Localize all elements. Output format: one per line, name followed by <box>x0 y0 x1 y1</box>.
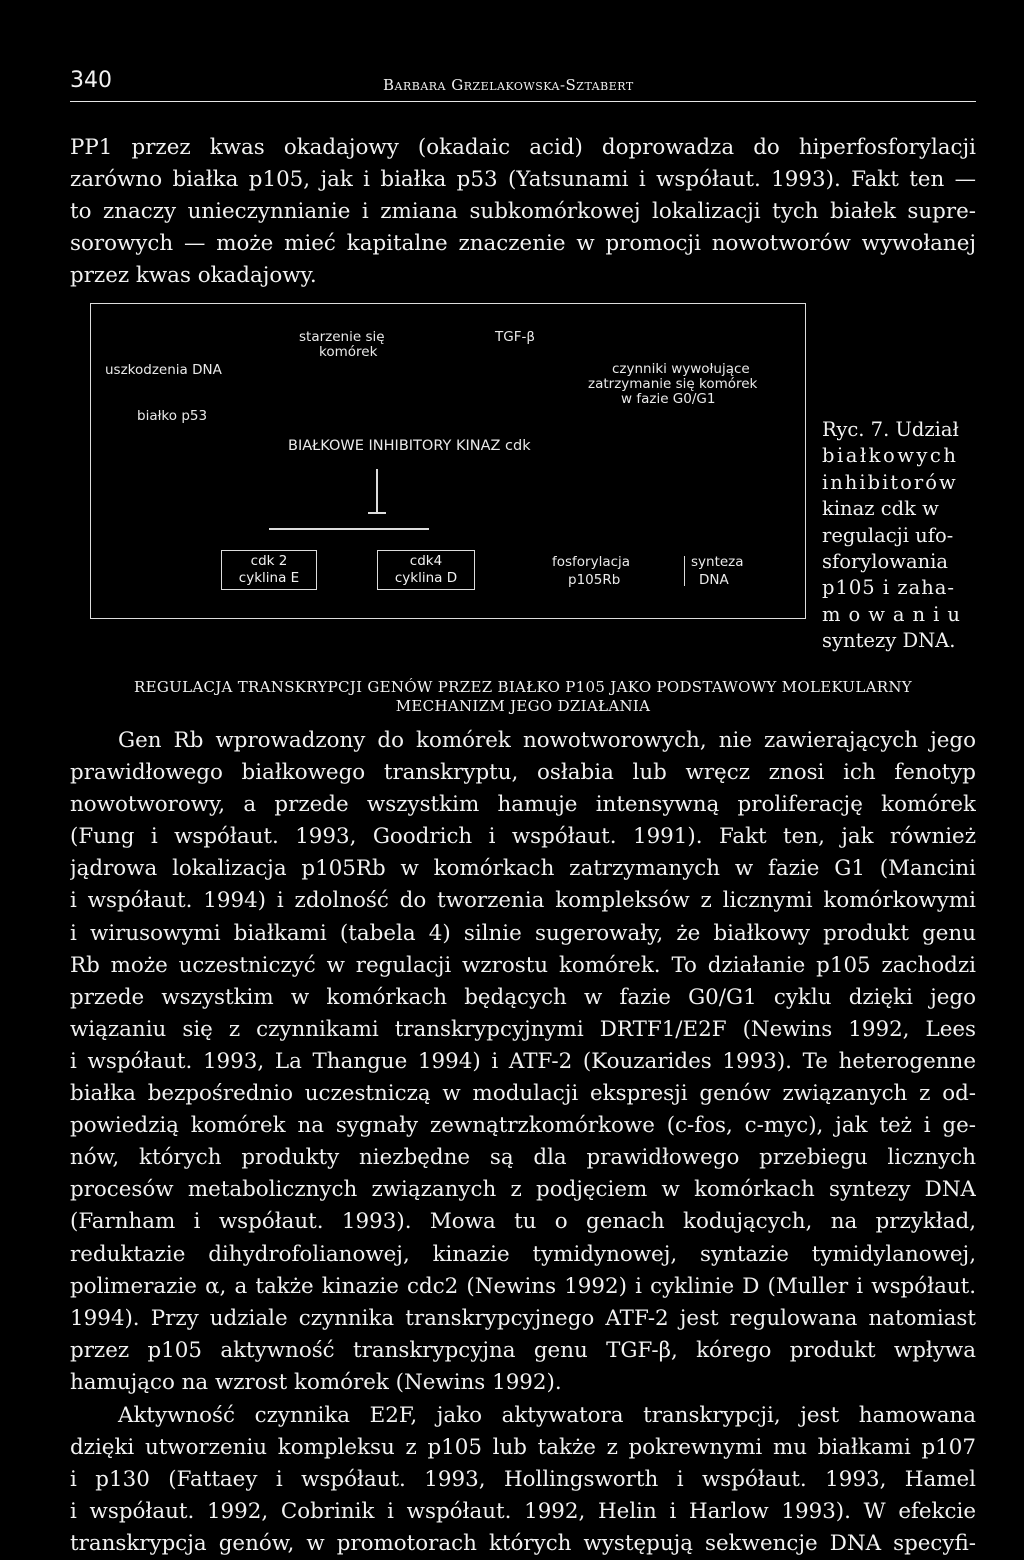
figure-caption <box>822 417 982 655</box>
text-line: Gen Rb wprowadzony do komórek nowotworowych, nie zawierających jego <box>118 728 976 753</box>
text-line: to znaczy unieczynnianie i zmiana subkomórkowej lokalizacji tych białek supre- <box>70 199 976 225</box>
label-tgf-beta: TGF-β <box>495 329 535 345</box>
inhibition-bar <box>368 512 386 514</box>
text-line: 1994). Przy udziale czynnika transkrypcyjnego ATF-2 jest regulowana natomiast <box>70 1305 976 1331</box>
label-bialko-p53: białko p53 <box>137 408 208 424</box>
running-head: Barbara Grzelakowska-Sztabert <box>383 76 634 94</box>
page-number: 340 <box>70 68 112 93</box>
paragraph-intro <box>70 132 976 292</box>
text-line: Rb może uczestniczyć w regulacji wzrostu komórek. To działanie p105 zachodzi <box>70 952 976 978</box>
text-line: nów, których produkty niezbędne są dla prawidłowego przebiegu licznych <box>70 1145 976 1171</box>
paragraph-body-2 <box>70 1400 976 1560</box>
text-line: i p130 (Fattaey i współaut. 1993, Hollingsworth i współaut. 1993, Hamel <box>70 1467 976 1493</box>
separator-line <box>269 528 429 530</box>
label-inhibitory: BIAŁKOWE INHIBITORY KINAZ cdk <box>288 438 531 454</box>
text-line: i współaut. 1992, Cobrinik i współaut. 1992, Helin i Harlow 1993). W efekcie <box>70 1499 976 1525</box>
text-line: transkrypcja genów, w promotorach których występują sekwencje DNA specyfi- <box>70 1531 976 1557</box>
label-uszkodzenia: uszkodzenia DNA <box>105 362 222 378</box>
text-line: i współaut. 1993, La Thangue 1994) i ATF-2 (Kouzarides 1993). Te heterogenne <box>70 1048 976 1074</box>
inhibition-stem <box>376 469 378 513</box>
text-line: przez p105 aktywność transkrypcyjna genu TGF-β, kórego produkt wpływa <box>70 1337 976 1363</box>
text-line: PP1 przez kwas okadajowy (okadaic acid) doprowadza do hiperfosforylacji <box>70 135 976 160</box>
complex-cdk4-cyclin-d <box>377 550 475 590</box>
section-heading <box>70 678 976 716</box>
text-line: (Fung i współaut. 1993, Goodrich i współaut. 1991). Fakt ten, jak również <box>70 824 976 850</box>
label-p105rb: p105Rb <box>568 572 621 588</box>
caption-line: inhibitorów <box>822 470 958 494</box>
text-line: procesów metabolicznych związanych z podjęciem w komórkach syntezy DNA <box>70 1177 976 1203</box>
text-line: reduktazie dihydrofolianowej, kinazie tymidynowej, syntazie tymidylanowej, <box>70 1241 976 1267</box>
text-line: powiedzią komórek na sygnały zewnątrzkomórkowe (c-fos, c-myc), jak też i ge- <box>70 1113 976 1139</box>
label-czynniki-1: czynniki wywołujące <box>612 361 750 377</box>
text-line: i wirusowymi białkami (tabela 4) silnie sugerowały, że białkowy produkt genu <box>70 920 976 946</box>
text-line: polimerazie α, a także kinazie cdc2 (Newins 1992) i cyklinie D (Muller i współaut. <box>70 1273 976 1299</box>
text-line: białka bezpośrednio uczestniczą w modulacji ekspresji genów związanych z od- <box>70 1081 976 1107</box>
caption-line: mowaniu <box>822 602 968 626</box>
label-synteza: synteza <box>691 554 744 570</box>
text-line: zarówno białka p105, jak i białka p53 (Yatsunami i współaut. 1993). Fakt ten — <box>70 167 976 193</box>
text-line: wiązaniu się z czynnikami transkrypcyjnymi DRTF1/E2F (Newins 1992, Lees <box>70 1016 976 1042</box>
synteza-tick <box>684 556 685 586</box>
text-line: sorowych — może mieć kapitalne znaczenie w promocji nowotworów wywołanej <box>70 231 976 257</box>
caption-line: sforylowania <box>822 550 949 574</box>
caption-line: Ryc. 7. Udział <box>822 418 959 441</box>
section-heading-line-1: REGULACJA TRANSKRYPCJI GENÓW PRZEZ BIAŁKO P105 JAKO PODSTAWOWY MOLEKULARNY <box>134 678 912 696</box>
cdk2-label: cdk 2 <box>250 553 288 569</box>
text-line: nowotworowy, a przede wszystkim hamuje intensywną proliferację komórek <box>70 792 976 818</box>
label-czynniki-2: zatrzymanie się komórek <box>588 376 758 392</box>
cyclin-d-label: cyklina D <box>394 570 458 586</box>
label-dna: DNA <box>699 572 729 588</box>
label-czynniki-3: w fazie G0/G1 <box>621 391 716 407</box>
caption-line: syntezy DNA. <box>822 629 956 653</box>
label-starzenie-2: komórek <box>319 344 378 360</box>
caption-line: kinaz cdk w <box>822 497 939 521</box>
text-line: (Farnham i współaut. 1993). Mowa tu o genach kodujących, na przykład, <box>70 1209 976 1235</box>
label-fosforylacja: fosforylacja <box>552 554 631 570</box>
section-heading-line-2: MECHANIZM JEGO DZIAŁANIA <box>395 697 651 715</box>
text-line: dzięki utworzeniu kompleksu z p105 lub także z pokrewnymi mu białkami p107 <box>70 1435 976 1461</box>
caption-line: białkowych <box>822 444 959 468</box>
figure-diagram <box>90 303 806 619</box>
text-line: przez kwas okadajowy. <box>70 263 317 289</box>
text-line: jądrowa lokalizacja p105Rb w komórkach zatrzymanych w fazie G1 (Mancini <box>70 856 976 882</box>
caption-line: regulacji ufo- <box>822 523 954 547</box>
text-line: Aktywność czynnika E2F, jako aktywatora transkrypcji, jest hamowana <box>118 1403 976 1428</box>
caption-line: p105 i zaha- <box>822 576 956 600</box>
complex-cdk2-cyclin-e <box>221 550 317 590</box>
paragraph-body-1 <box>70 725 976 1399</box>
label-starzenie-1: starzenie się <box>299 329 385 345</box>
text-line: hamująco na wzrost komórek (Newins 1992). <box>70 1369 562 1395</box>
text-line: przede wszystkim w komórkach będących w fazie G0/G1 cyklu dzięki jego <box>70 984 976 1010</box>
text-line: i współaut. 1994) i zdolność do tworzenia kompleksów z licznymi komórkowymi <box>70 888 976 914</box>
cdk4-label: cdk4 <box>409 553 443 569</box>
cyclin-e-label: cyklina E <box>238 570 300 586</box>
text-line: prawidłowego białkowego transkryptu, osłabia lub wręcz znosi ich fenotyp <box>70 760 976 786</box>
page-header <box>70 68 976 108</box>
header-rule <box>70 101 976 102</box>
